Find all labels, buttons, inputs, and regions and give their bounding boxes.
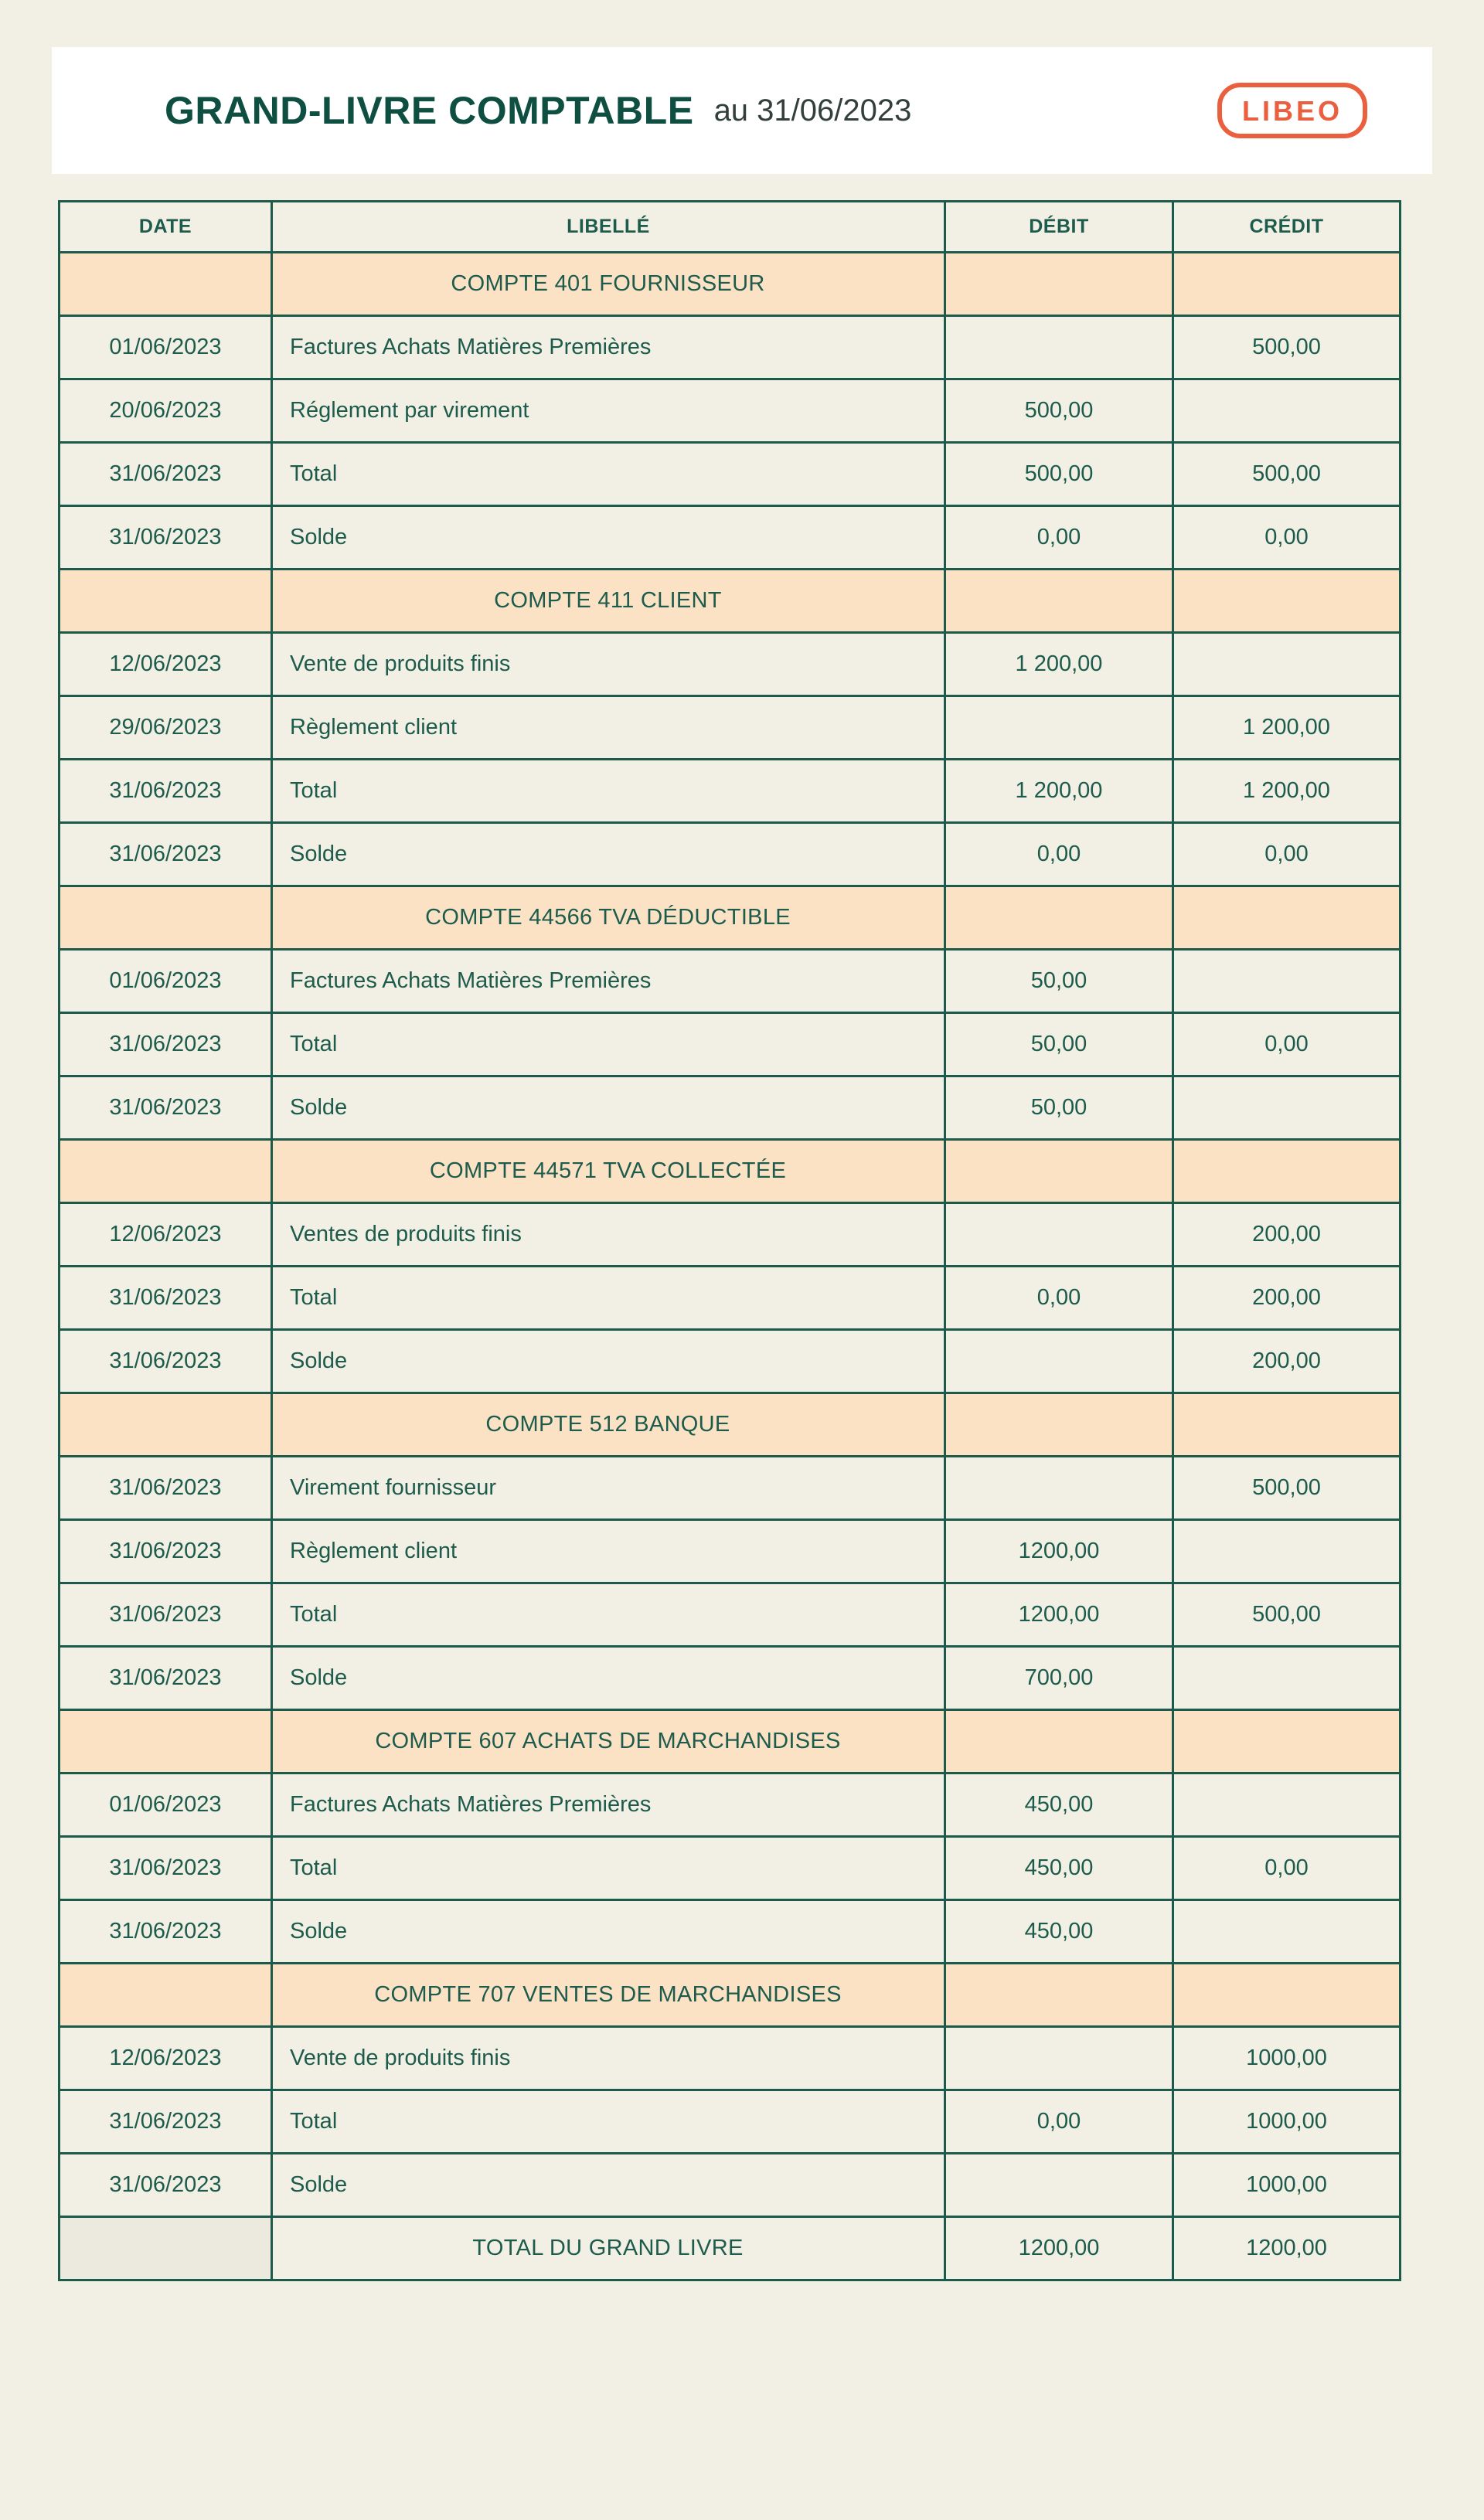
entry-credit: 0,00 [1173,1837,1401,1900]
account-section-row [60,570,1401,633]
entry-label: Solde [272,1076,945,1140]
entry-debit: 0,00 [945,823,1173,886]
grand-total-debit: 1200,00 [945,2217,1173,2280]
summary-row [60,1900,1401,1964]
section-debit-cell [945,253,1173,316]
entry-credit [1173,379,1401,443]
entry-credit: 0,00 [1173,506,1401,570]
entry-date: 01/06/2023 [60,1774,272,1837]
entry-label: Solde [272,1330,945,1393]
account-section-row [60,1964,1401,2027]
entry-debit [945,1457,1173,1520]
entry-debit [945,316,1173,379]
entry-date: 31/06/2023 [60,1837,272,1900]
entry-date: 12/06/2023 [60,1203,272,1267]
summary-row [60,506,1401,570]
entry-credit: 500,00 [1173,1457,1401,1520]
entry-debit: 0,00 [945,506,1173,570]
section-credit-cell [1173,1964,1401,2027]
entry-debit [945,1330,1173,1393]
entry-row [60,316,1401,379]
entry-label: Total [272,1583,945,1647]
account-section-row [60,886,1401,950]
col-header-libelle: LIBELLÉ [272,202,945,253]
entry-debit: 1 200,00 [945,760,1173,823]
entry-debit: 500,00 [945,443,1173,506]
section-debit-cell [945,1393,1173,1457]
entry-debit: 50,00 [945,1076,1173,1140]
entry-date: 31/06/2023 [60,2090,272,2154]
entry-label: Virement fournisseur [272,1457,945,1520]
account-section-row [60,1710,1401,1774]
account-section-title: COMPTE 707 VENTES DE MARCHANDISES [272,1964,945,2027]
entry-label: Factures Achats Matières Premières [272,316,945,379]
entry-row [60,2027,1401,2090]
section-credit-cell [1173,886,1401,950]
section-credit-cell [1173,253,1401,316]
ledger-body [60,253,1401,2280]
entry-debit [945,2154,1173,2217]
section-date-cell [60,570,272,633]
summary-row [60,443,1401,506]
entry-date: 31/06/2023 [60,1900,272,1964]
account-section-row [60,1140,1401,1203]
summary-row [60,1583,1401,1647]
account-section-title: COMPTE 44566 TVA DÉDUCTIBLE [272,886,945,950]
libeo-logo: LIBEO [1217,83,1367,138]
account-section-title: COMPTE 44571 TVA COLLECTÉE [272,1140,945,1203]
entry-debit: 1200,00 [945,1520,1173,1583]
entry-credit [1173,1647,1401,1710]
section-debit-cell [945,886,1173,950]
summary-row [60,760,1401,823]
entry-debit [945,696,1173,760]
entry-date: 31/06/2023 [60,2154,272,2217]
summary-row [60,1076,1401,1140]
entry-date: 31/06/2023 [60,1457,272,1520]
entry-debit: 450,00 [945,1837,1173,1900]
page-title: GRAND-LIVRE COMPTABLE [165,89,694,132]
summary-row [60,1267,1401,1330]
section-date-cell [60,1393,272,1457]
entry-date: 01/06/2023 [60,316,272,379]
entry-debit: 1200,00 [945,1583,1173,1647]
entry-date: 31/06/2023 [60,1647,272,1710]
entry-date: 29/06/2023 [60,696,272,760]
entry-label: Vente de produits finis [272,633,945,696]
page-subtitle: au 31/06/2023 [713,93,912,128]
section-date-cell [60,886,272,950]
entry-credit: 200,00 [1173,1330,1401,1393]
entry-label: Total [272,443,945,506]
entry-debit: 1 200,00 [945,633,1173,696]
entry-credit: 1 200,00 [1173,696,1401,760]
table-header-row [60,202,1401,253]
account-section-title: COMPTE 411 CLIENT [272,570,945,633]
entry-row [60,633,1401,696]
account-section-row [60,253,1401,316]
entry-date: 12/06/2023 [60,633,272,696]
entry-credit: 500,00 [1173,316,1401,379]
entry-label: Vente de produits finis [272,2027,945,2090]
summary-row [60,823,1401,886]
entry-label: Factures Achats Matières Premières [272,1774,945,1837]
entry-row [60,696,1401,760]
grand-total-credit: 1200,00 [1173,2217,1401,2280]
entry-debit: 450,00 [945,1900,1173,1964]
entry-label: Solde [272,2154,945,2217]
entry-label: Total [272,1267,945,1330]
entry-debit: 50,00 [945,950,1173,1013]
entry-row [60,1774,1401,1837]
entry-credit: 0,00 [1173,1013,1401,1076]
entry-date: 31/06/2023 [60,1013,272,1076]
summary-row [60,1647,1401,1710]
account-section-title: COMPTE 512 BANQUE [272,1393,945,1457]
account-section-title: COMPTE 607 ACHATS DE MARCHANDISES [272,1710,945,1774]
section-credit-cell [1173,570,1401,633]
entry-date: 31/06/2023 [60,1520,272,1583]
section-date-cell [60,1964,272,2027]
entry-label: Solde [272,1900,945,1964]
entry-debit: 0,00 [945,2090,1173,2154]
section-credit-cell [1173,1710,1401,1774]
account-section-title: COMPTE 401 FOURNISSEUR [272,253,945,316]
entry-credit: 1000,00 [1173,2090,1401,2154]
entry-credit [1173,1520,1401,1583]
entry-row [60,379,1401,443]
ledger-table [58,200,1401,2281]
entry-credit [1173,1774,1401,1837]
section-debit-cell [945,1710,1173,1774]
section-credit-cell [1173,1140,1401,1203]
entry-date: 20/06/2023 [60,379,272,443]
entry-label: Factures Achats Matières Premières [272,950,945,1013]
entry-credit: 500,00 [1173,1583,1401,1647]
entry-label: Solde [272,1647,945,1710]
entry-debit: 450,00 [945,1774,1173,1837]
summary-row [60,2154,1401,2217]
section-debit-cell [945,1140,1173,1203]
entry-debit [945,2027,1173,2090]
entry-date: 31/06/2023 [60,443,272,506]
entry-date: 31/06/2023 [60,1330,272,1393]
summary-row [60,1013,1401,1076]
entry-row [60,950,1401,1013]
entry-credit [1173,1076,1401,1140]
entry-date: 31/06/2023 [60,1583,272,1647]
col-header-credit: CRÉDIT [1173,202,1401,253]
col-header-debit: DÉBIT [945,202,1173,253]
section-date-cell [60,253,272,316]
entry-label: Ventes de produits finis [272,1203,945,1267]
entry-date: 31/06/2023 [60,760,272,823]
entry-date: 31/06/2023 [60,1076,272,1140]
entry-credit: 200,00 [1173,1267,1401,1330]
entry-label: Total [272,2090,945,2154]
entry-credit: 500,00 [1173,443,1401,506]
entry-label: Règlement client [272,1520,945,1583]
entry-date: 12/06/2023 [60,2027,272,2090]
entry-date: 31/06/2023 [60,506,272,570]
entry-label: Total [272,1837,945,1900]
entry-row [60,1203,1401,1267]
entry-date: 31/06/2023 [60,823,272,886]
entry-credit: 0,00 [1173,823,1401,886]
section-debit-cell [945,570,1173,633]
entry-debit: 700,00 [945,1647,1173,1710]
account-section-row [60,1393,1401,1457]
entry-debit [945,1203,1173,1267]
entry-label: Solde [272,506,945,570]
entry-debit: 500,00 [945,379,1173,443]
summary-row [60,1837,1401,1900]
entry-date: 01/06/2023 [60,950,272,1013]
entry-credit: 1 200,00 [1173,760,1401,823]
grand-total-label: TOTAL DU GRAND LIVRE [272,2217,945,2280]
entry-date: 31/06/2023 [60,1267,272,1330]
entry-label: Réglement par virement [272,379,945,443]
section-date-cell [60,1710,272,1774]
entry-credit: 1000,00 [1173,2027,1401,2090]
entry-label: Solde [272,823,945,886]
entry-credit [1173,1900,1401,1964]
entry-credit [1173,633,1401,696]
entry-credit: 200,00 [1173,1203,1401,1267]
summary-row [60,1330,1401,1393]
grand-total-date-cell [60,2217,272,2280]
entry-debit: 50,00 [945,1013,1173,1076]
entry-debit: 0,00 [945,1267,1173,1330]
entry-label: Total [272,760,945,823]
section-credit-cell [1173,1393,1401,1457]
section-debit-cell [945,1964,1173,2027]
entry-row [60,1457,1401,1520]
entry-credit: 1000,00 [1173,2154,1401,2217]
entry-credit [1173,950,1401,1013]
entry-label: Règlement client [272,696,945,760]
entry-label: Total [272,1013,945,1076]
grand-total-row [60,2217,1401,2280]
summary-row [60,2090,1401,2154]
section-date-cell [60,1140,272,1203]
col-header-date: DATE [60,202,272,253]
entry-row [60,1520,1401,1583]
header-card [52,47,1432,174]
